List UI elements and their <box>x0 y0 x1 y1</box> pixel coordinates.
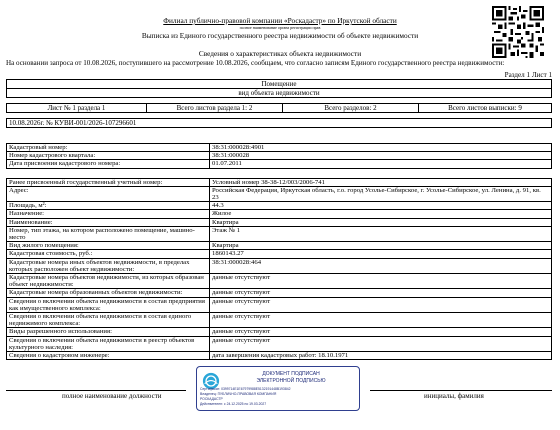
table-row <box>7 352 552 360</box>
table-row <box>7 160 552 168</box>
row-label: Вид жилого помещения: <box>7 242 210 250</box>
sections-total: Всего разделов: 2 <box>283 104 419 113</box>
row-label: Площадь, м²: <box>7 202 210 210</box>
row-label: Кадастровые номера иных объектов недвижимости, в пределах которых расположен объект недвижимости: <box>7 258 210 273</box>
table-row <box>7 289 552 297</box>
name-signature-line <box>370 390 552 391</box>
row-value: Этаж № 1 <box>210 226 552 241</box>
row-label: Виды разрешенного использования: <box>7 328 210 336</box>
row-label: Наименование: <box>7 218 210 226</box>
table-row <box>7 218 552 226</box>
table-row <box>7 226 552 241</box>
table-row <box>7 210 552 218</box>
row-label: Сведения о кадастровом инженере: <box>7 352 210 360</box>
row-label: Сведения о включении объекта недвижимости в состав единого недвижимого комплекса: <box>7 313 210 328</box>
object-type: Помещение <box>7 80 552 89</box>
row-value: 38:31:000028:464 <box>210 258 552 273</box>
row-value: данные отсутствуют <box>210 297 552 312</box>
extract-title: Выписка из Единого государственного реестра недвижимости об объекте недвижимости <box>141 31 419 40</box>
row-value: 44.3 <box>210 202 552 210</box>
table-row <box>7 336 552 351</box>
name-caption: инициалы, фамилия <box>424 392 484 400</box>
row-value: 01.07.2011 <box>210 160 552 168</box>
row-value: Квартира <box>210 242 552 250</box>
object-type-caption: вид объекта недвижимости <box>7 89 552 98</box>
stamp-owner: Владелец: ПУБЛИЧНО-ПРАВОВАЯ КОМПАНИЯ <box>200 392 277 396</box>
stamp-validity: Действителен: с 24.12.2025 по 19.03.2027 <box>200 402 267 406</box>
row-label: Сведения о включении объекта недвижимости в состав предприятия как имущественного комплекса: <box>7 297 210 312</box>
row-label: Ранее присвоенный государственный учетный номер: <box>7 178 210 186</box>
section-sheet-label: Раздел 1 Лист 1 <box>504 71 552 79</box>
sheet-number: Лист № 1 раздела 1 <box>7 104 147 113</box>
sheets-in-extract: Всего листов выписки: 9 <box>419 104 552 113</box>
table-row <box>7 202 552 210</box>
registrar-org-name: Филиал публично-правовой компании «Роскадастр» по Иркутской области <box>163 16 397 25</box>
table-row <box>7 313 552 328</box>
row-value: 38:31:000028:4901 <box>210 144 552 152</box>
row-label: Кадастровые номера объектов недвижимости, из которых образован объект недвижимости: <box>7 274 210 289</box>
row-value: данные отсутствуют <box>210 336 552 351</box>
table-row <box>7 297 552 312</box>
table-row <box>7 258 552 273</box>
row-value: Условный номер 38-38-12/003/2006-741 <box>210 178 552 186</box>
position-signature-line <box>6 390 186 391</box>
table-row <box>7 178 552 186</box>
row-label: Кадастровые номера образованных объектов недвижимости: <box>7 289 210 297</box>
table-row <box>7 250 552 258</box>
registrar-org-caption: полное наименование органа регистрации прав <box>239 25 321 30</box>
row-label: Номер, тип этажа, на котором расположено помещение, машино-место <box>7 226 210 241</box>
row-label: Сведения о включении объекта недвижимости в реестр объектов культурного наследия: <box>7 336 210 351</box>
row-value: Квартира <box>210 218 552 226</box>
row-label: Адрес: <box>7 186 210 201</box>
e-signature-stamp <box>196 366 360 411</box>
row-value: Жилое <box>210 210 552 218</box>
table-row <box>7 328 552 336</box>
table-row <box>7 186 552 201</box>
stamp-owner-name: РОСКАДАСТР <box>200 397 223 401</box>
sheets-in-section: Всего листов раздела 1: 2 <box>147 104 283 113</box>
row-value: данные отсутствуют <box>210 313 552 328</box>
intro-text <box>6 59 556 67</box>
row-label: Дата присвоения кадастрового номера: <box>7 160 210 168</box>
row-label: Номер кадастрового квартала: <box>7 152 210 160</box>
section-title: Сведения о характеристиках объекта недвижимости <box>198 49 362 58</box>
row-label: Кадастровая стоимость, руб.: <box>7 250 210 258</box>
intro-sentence: На основании запроса от 10.08.2026, поступившего на рассмотрение 10.08.2026, сообщаем, что согласно записям Единого государственного реестра недвижимости: <box>6 59 505 67</box>
table-row <box>7 242 552 250</box>
stamp-certificate: Сертификат: 0399714E1E67979988E5132191448B193842 <box>200 387 291 391</box>
row-label: Кадастровый номер: <box>7 144 210 152</box>
info-table <box>6 79 552 128</box>
table-row <box>7 144 552 152</box>
characteristics-table <box>6 143 552 360</box>
extract-date-number: 10.08.2026г. № КУВИ-001/2026-107296601 <box>7 119 552 128</box>
row-value: Российская Федерация, Иркутская область, г.о. город Усолье-Сибирское, г. Усолье-Сибирское, ул. Ленина, д. 91, кв. 23 <box>210 186 552 201</box>
stamp-subtitle: ЭЛЕКТРОННОЙ ПОДПИСЬЮ <box>256 378 326 384</box>
position-caption: полное наименование должности <box>62 392 162 400</box>
table-row <box>7 274 552 289</box>
row-value: данные отсутствуют <box>210 274 552 289</box>
row-value: 1860143.27 <box>210 250 552 258</box>
table-row <box>7 152 552 160</box>
stamp-title: ДОКУМЕНТ ПОДПИСАН <box>262 371 320 377</box>
row-value: 38:31:000028 <box>210 152 552 160</box>
row-label: Назначение: <box>7 210 210 218</box>
row-value: дата завершения кадастровых работ: 18.10.1971 <box>210 352 552 360</box>
spacer-cell <box>7 168 552 178</box>
row-value: данные отсутствуют <box>210 328 552 336</box>
row-value: данные отсутствуют <box>210 289 552 297</box>
spacer-row <box>7 168 552 178</box>
